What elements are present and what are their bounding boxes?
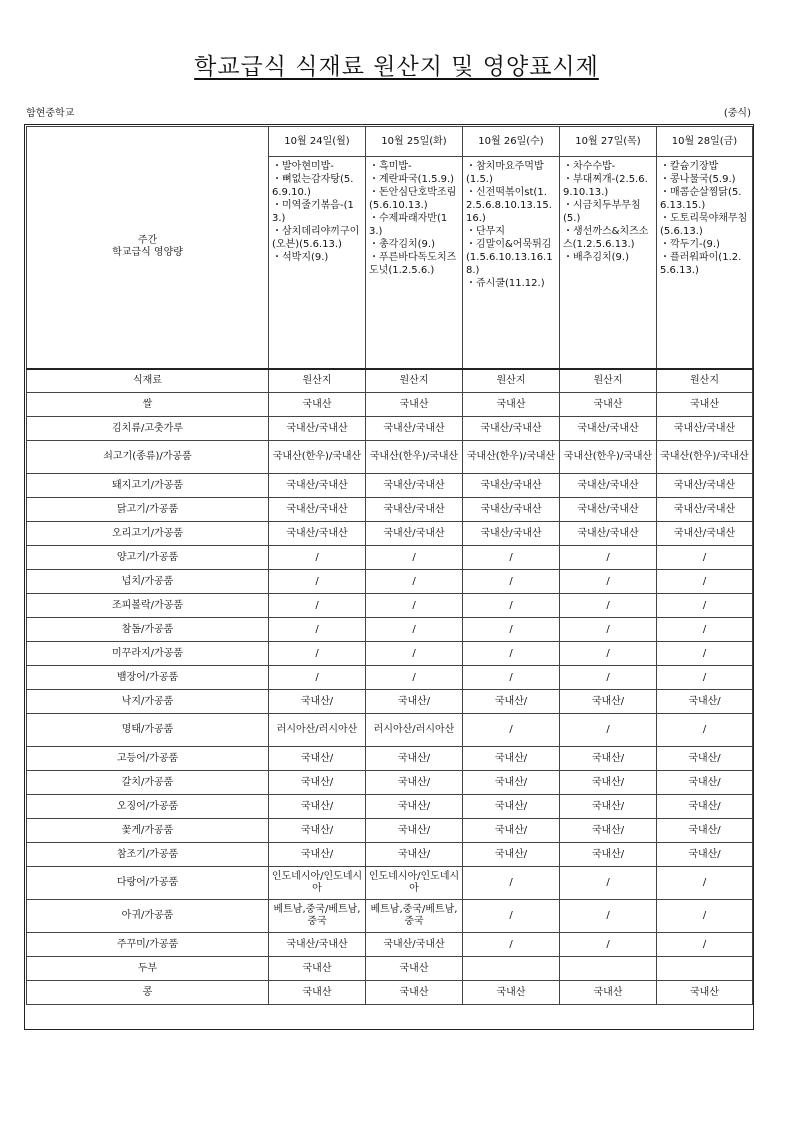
origin-value: /	[657, 666, 753, 690]
origin-value: 국내산/국내산	[657, 474, 753, 498]
food-item: 뱀장어/가공품	[27, 666, 269, 690]
food-item: 돼지고기/가공품	[27, 474, 269, 498]
food-item: 오징어/가공품	[27, 795, 269, 819]
origin-value: 국내산/국내산	[366, 522, 463, 546]
food-item: 콩	[27, 981, 269, 1005]
origin-value: /	[366, 666, 463, 690]
origin-value: 국내산	[269, 957, 366, 981]
origin-row	[27, 690, 753, 714]
origin-value: /	[560, 570, 657, 594]
origin-value: /	[560, 714, 657, 747]
origin-value: 국내산/	[463, 795, 560, 819]
origin-value: 국내산/국내산	[366, 933, 463, 957]
food-item: 낙지/가공품	[27, 690, 269, 714]
origin-row	[27, 867, 753, 900]
origin-value: /	[560, 618, 657, 642]
menu-item: ・배추김치(9.)	[563, 252, 629, 263]
food-item: 조피볼락/가공품	[27, 594, 269, 618]
menu-item: ・김말이&어묵튀김(1.5.6.10.13.16.18.)	[466, 239, 553, 276]
origin-value: 국내산/	[657, 747, 753, 771]
daily-menu	[366, 157, 463, 369]
origin-value: 국내산(한우)/국내산	[560, 441, 657, 474]
date-header: 10월 24일(월)	[269, 127, 366, 157]
origin-value: /	[366, 618, 463, 642]
food-item: 다랑어/가공품	[27, 867, 269, 900]
origin-value: /	[657, 546, 753, 570]
origin-value: 국내산/국내산	[269, 474, 366, 498]
meal-type: (중식)	[723, 108, 751, 119]
origin-value: 국내산	[657, 393, 753, 417]
origin-header-value: 원산지	[463, 369, 560, 393]
origin-value: /	[269, 546, 366, 570]
menu-item: ・삼치데리야끼구이(오븐)(5.6.13.)	[272, 226, 360, 250]
origin-value: 국내산(한우)/국내산	[657, 441, 753, 474]
origin-value: 국내산/	[463, 843, 560, 867]
origin-value: 국내산/	[657, 771, 753, 795]
origin-value: 국내산/	[560, 771, 657, 795]
origin-value: /	[657, 867, 753, 900]
origin-row	[27, 522, 753, 546]
origin-row	[27, 393, 753, 417]
date-header: 10월 26일(수)	[463, 127, 560, 157]
origin-value: 국내산/국내산	[657, 522, 753, 546]
origin-value: 국내산/	[463, 690, 560, 714]
food-item: 쇠고기(종류)/가공품	[27, 441, 269, 474]
food-item: 닭고기/가공품	[27, 498, 269, 522]
origin-value: /	[463, 714, 560, 747]
origin-value: 국내산/	[366, 747, 463, 771]
menu-item: ・콩나물국(5.9.)	[660, 174, 736, 185]
nutrition-label-line: 학교급식 영양량	[112, 247, 183, 259]
origin-row	[27, 546, 753, 570]
origin-row	[27, 714, 753, 747]
origin-row	[27, 957, 753, 981]
origin-value: 국내산/	[560, 690, 657, 714]
menu-item: ・깍두기-(9.)	[660, 239, 720, 250]
origin-value: 국내산/	[366, 819, 463, 843]
origin-header-value: 원산지	[560, 369, 657, 393]
origin-header-value: 원산지	[366, 369, 463, 393]
origin-value: 국내산/국내산	[269, 417, 366, 441]
menu-item: ・참치마요주먹밥(1.5.)	[466, 161, 544, 185]
origin-value: /	[463, 546, 560, 570]
origin-value: 국내산/국내산	[463, 522, 560, 546]
daily-menu	[463, 157, 560, 369]
menu-origin-table-frame	[24, 124, 754, 1030]
page-title-text: 학교급식 식재료 원산지 및 영양표시제	[194, 54, 599, 80]
origin-value: 국내산/	[366, 690, 463, 714]
date-header-row	[27, 127, 753, 157]
origin-value: 국내산/	[560, 747, 657, 771]
nutrition-label	[27, 127, 269, 369]
origin-value: /	[657, 642, 753, 666]
date-header: 10월 28일(금)	[657, 127, 753, 157]
origin-value: 국내산/	[657, 819, 753, 843]
origin-value: 국내산/	[366, 771, 463, 795]
origin-value	[463, 957, 560, 981]
origin-value: 국내산	[560, 981, 657, 1005]
origin-value: 국내산	[269, 981, 366, 1005]
origin-row	[27, 933, 753, 957]
origin-value: /	[560, 867, 657, 900]
food-item: 쌀	[27, 393, 269, 417]
origin-value: 국내산/	[463, 819, 560, 843]
origin-value: 국내산/국내산	[366, 498, 463, 522]
origin-row	[27, 900, 753, 933]
origin-value: 국내산	[657, 981, 753, 1005]
origin-value: /	[366, 594, 463, 618]
origin-header-value: 원산지	[269, 369, 366, 393]
origin-value: 국내산/	[560, 795, 657, 819]
origin-row	[27, 666, 753, 690]
menu-item: ・수제파래자반(13.)	[369, 213, 448, 237]
origin-value: 국내산/	[463, 747, 560, 771]
menu-item: ・흑미밥-	[369, 161, 412, 172]
origin-value: 국내산/국내산	[463, 474, 560, 498]
origin-value: 국내산/	[366, 843, 463, 867]
origin-value: 국내산/	[269, 771, 366, 795]
origin-value: /	[463, 933, 560, 957]
menu-item: ・돈안심단호박조림(5.6.10.13.)	[369, 187, 457, 211]
origin-value	[560, 957, 657, 981]
origin-value: 국내산/	[560, 819, 657, 843]
origin-value: 국내산/국내산	[463, 417, 560, 441]
food-item: 참돔/가공품	[27, 618, 269, 642]
origin-value: /	[657, 900, 753, 933]
origin-row	[27, 441, 753, 474]
food-item: 꽃게/가공품	[27, 819, 269, 843]
origin-value: /	[366, 546, 463, 570]
origin-value: /	[269, 570, 366, 594]
menu-item: ・미역줄기볶음-(13.)	[272, 200, 354, 224]
menu-item: ・푸른바다독도치즈도넛(1.2.5.6.)	[369, 252, 457, 276]
daily-menu	[560, 157, 657, 369]
origin-value: /	[560, 666, 657, 690]
origin-value: /	[463, 570, 560, 594]
origin-value: /	[657, 618, 753, 642]
origin-value: 국내산	[560, 393, 657, 417]
menu-item: ・석박지(9.)	[272, 252, 329, 263]
origin-value: 국내산/	[269, 843, 366, 867]
origin-value: 국내산	[269, 393, 366, 417]
origin-value: 국내산(한우)/국내산	[463, 441, 560, 474]
menu-item: ・부대찌개-(2.5.6.9.10.13.)	[563, 174, 648, 198]
origin-row	[27, 594, 753, 618]
origin-value: /	[463, 900, 560, 933]
origin-row	[27, 843, 753, 867]
menu-origin-table	[26, 126, 753, 1005]
origin-value: /	[269, 594, 366, 618]
origin-value: 국내산/국내산	[463, 498, 560, 522]
origin-value: 국내산	[366, 981, 463, 1005]
origin-value: 러시아산/러시아산	[269, 714, 366, 747]
origin-value: 국내산/국내산	[560, 522, 657, 546]
origin-value: /	[560, 900, 657, 933]
origin-value: 국내산/국내산	[657, 498, 753, 522]
origin-value: 국내산/국내산	[657, 417, 753, 441]
origin-value: 러시아산/러시아산	[366, 714, 463, 747]
origin-header-row	[27, 369, 753, 393]
origin-value: 베트남,중국/베트남,중국	[366, 900, 463, 933]
origin-value: 국내산	[463, 393, 560, 417]
origin-value	[657, 957, 753, 981]
origin-row	[27, 618, 753, 642]
food-item: 미꾸라지/가공품	[27, 642, 269, 666]
origin-row	[27, 642, 753, 666]
origin-value: 국내산	[366, 393, 463, 417]
origin-value: 국내산/	[657, 843, 753, 867]
origin-row	[27, 417, 753, 441]
origin-value: /	[269, 666, 366, 690]
origin-value: 국내산/	[560, 843, 657, 867]
menu-item: ・플러워파이(1.2.5.6.13.)	[660, 252, 742, 276]
origin-value: /	[463, 594, 560, 618]
origin-row	[27, 795, 753, 819]
food-item: 주꾸미/가공품	[27, 933, 269, 957]
menu-item: ・계란파국(1.5.9.)	[369, 174, 455, 185]
origin-row	[27, 747, 753, 771]
menu-item: ・매콤순살찜닭(5.6.13.15.)	[660, 187, 742, 211]
origin-value: 국내산/	[657, 690, 753, 714]
food-item: 참조기/가공품	[27, 843, 269, 867]
origin-value: /	[463, 618, 560, 642]
origin-row	[27, 981, 753, 1005]
origin-value: 국내산/	[269, 747, 366, 771]
food-item: 두부	[27, 957, 269, 981]
food-item: 양고기/가공품	[27, 546, 269, 570]
origin-value: /	[463, 666, 560, 690]
date-header: 10월 25일(화)	[366, 127, 463, 157]
origin-value: /	[560, 642, 657, 666]
origin-value: /	[463, 867, 560, 900]
origin-value: 베트남,중국/베트남,중국	[269, 900, 366, 933]
menu-item: ・뼈없는감자탕(5.6.9.10.)	[272, 174, 354, 198]
food-item: 넙치/가공품	[27, 570, 269, 594]
menu-item: ・생선까스&치즈소스(1.2.5.6.13.)	[563, 226, 649, 250]
origin-value: /	[269, 642, 366, 666]
origin-value: 국내산/국내산	[560, 498, 657, 522]
origin-value: /	[463, 642, 560, 666]
origin-value: 국내산/	[269, 819, 366, 843]
origin-value: 국내산/국내산	[269, 933, 366, 957]
origin-value: /	[366, 642, 463, 666]
origin-value: 인도네시아/인도네시아	[269, 867, 366, 900]
origin-value: 국내산/국내산	[560, 417, 657, 441]
menu-item: ・발아현미밥-	[272, 161, 334, 172]
origin-header-label: 식재료	[27, 369, 269, 393]
menu-item: ・시금치두부무침(5.)	[563, 200, 641, 224]
menu-item: ・쥬시쿨(11.12.)	[466, 278, 545, 289]
origin-value: /	[269, 618, 366, 642]
origin-value: /	[560, 546, 657, 570]
menu-item: ・차수수밥-	[563, 161, 616, 172]
nutrition-label-line: 주간	[137, 235, 158, 247]
origin-value: 국내산/국내산	[269, 522, 366, 546]
menu-item: ・총각김치(9.)	[369, 239, 435, 250]
origin-row	[27, 819, 753, 843]
origin-value: 국내산/국내산	[560, 474, 657, 498]
origin-row	[27, 771, 753, 795]
origin-value: /	[560, 933, 657, 957]
school-name: 함현중학교	[26, 108, 75, 119]
origin-value: /	[366, 570, 463, 594]
origin-value: /	[657, 570, 753, 594]
food-item: 김치류/고춧가루	[27, 417, 269, 441]
origin-value: /	[657, 714, 753, 747]
origin-value: 국내산/	[463, 771, 560, 795]
menu-item: ・단무지	[466, 226, 505, 237]
food-item: 갈치/가공품	[27, 771, 269, 795]
menu-item: ・신전떡볶이st(1.2.5.6.8.10.13.15.16.)	[466, 187, 552, 224]
origin-value: 국내산/국내산	[269, 498, 366, 522]
origin-value: /	[657, 594, 753, 618]
origin-value: 국내산/국내산	[366, 474, 463, 498]
date-header: 10월 27일(목)	[560, 127, 657, 157]
origin-value: 국내산/	[366, 795, 463, 819]
origin-value: 국내산/	[269, 690, 366, 714]
origin-header-value: 원산지	[657, 369, 753, 393]
page-title	[0, 48, 793, 81]
origin-row	[27, 570, 753, 594]
origin-row	[27, 498, 753, 522]
origin-value: 국내산(한우)/국내산	[366, 441, 463, 474]
origin-value: 국내산	[366, 957, 463, 981]
origin-value: 국내산	[463, 981, 560, 1005]
origin-value: 국내산/국내산	[366, 417, 463, 441]
origin-row	[27, 474, 753, 498]
daily-menu	[657, 157, 753, 369]
food-item: 오리고기/가공품	[27, 522, 269, 546]
origin-value: 국내산(한우)/국내산	[269, 441, 366, 474]
food-item: 고등어/가공품	[27, 747, 269, 771]
origin-value: 국내산/	[657, 795, 753, 819]
origin-value: /	[560, 594, 657, 618]
food-item: 명태/가공품	[27, 714, 269, 747]
origin-value: 국내산/	[269, 795, 366, 819]
food-item: 아귀/가공품	[27, 900, 269, 933]
daily-menu	[269, 157, 366, 369]
menu-item: ・칼슘기장밥	[660, 161, 719, 172]
origin-value: /	[657, 933, 753, 957]
menu-item: ・도토리묵야채무침(5.6.13.)	[660, 213, 748, 237]
origin-value: 인도네시아/인도네시아	[366, 867, 463, 900]
